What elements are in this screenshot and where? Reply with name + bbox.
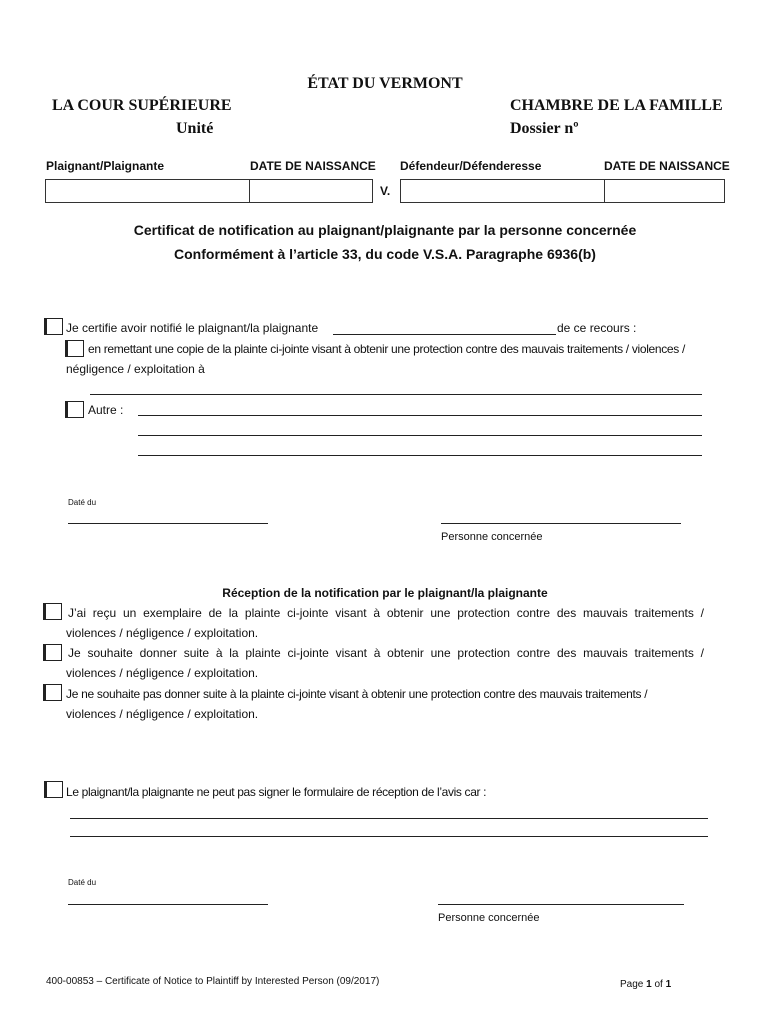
copy-address-line[interactable] bbox=[90, 394, 702, 395]
date-line-1[interactable] bbox=[68, 523, 268, 524]
other-option-checkbox[interactable] bbox=[67, 401, 84, 418]
court-name: LA COUR SUPÉRIEURE bbox=[52, 97, 232, 114]
defendant-label: Défendeur/Défenderesse bbox=[400, 159, 542, 173]
dob-field-plaintiff[interactable] bbox=[249, 179, 373, 203]
person-label-1: Personne concernée bbox=[441, 531, 543, 543]
dated-label-1: Daté du bbox=[68, 498, 97, 507]
dob-label-defendant: DATE DE NAISSANCE bbox=[604, 159, 730, 173]
proceed-text-1: Je souhaite donner suite à la plainte ci-jointe visant à obtenir une protection contre des mauvais traitements / bbox=[68, 646, 704, 660]
received-copy-text-1: J’ai reçu un exemplaire de la plainte ci-jointe visant à obtenir une protection contre des mauvais traitements / bbox=[68, 606, 704, 620]
cannot-sign-text: Le plaignant/la plaignante ne peut pas signer le formulaire de réception de l’avis car : bbox=[66, 785, 487, 799]
plaintiff-label: Plaignant/Plaignante bbox=[46, 159, 165, 173]
reception-heading: Réception de la notification par le plaignant/la plaignante bbox=[222, 586, 548, 600]
signature-line-1[interactable] bbox=[441, 523, 681, 524]
state-title: ÉTAT DU VERMONT bbox=[307, 75, 463, 92]
docket-label: Dossier nº bbox=[510, 120, 579, 137]
form-subtitle: Conformément à l’article 33, du code V.S.A. Paragraphe 6936(b) bbox=[174, 246, 596, 262]
form-id: 400-00853 – Certificate of Notice to Plaintiff by Interested Person (09/2017) bbox=[46, 976, 380, 987]
dob-label-plaintiff: DATE DE NAISSANCE bbox=[250, 159, 376, 173]
other-line-2[interactable] bbox=[138, 435, 702, 436]
other-line-3[interactable] bbox=[138, 455, 702, 456]
decline-text-2: violences / négligence / exploitation. bbox=[66, 707, 259, 721]
certify-checkbox[interactable] bbox=[46, 318, 63, 335]
reason-line-2[interactable] bbox=[70, 836, 708, 837]
copy-option-text-2: négligence / exploitation à bbox=[66, 362, 205, 376]
plaintiff-name-line[interactable] bbox=[333, 334, 556, 335]
proceed-text-2: violences / négligence / exploitation. bbox=[66, 666, 259, 680]
plaintiff-field[interactable] bbox=[45, 179, 250, 203]
certify-text-end: de ce recours : bbox=[557, 321, 637, 335]
page-indicator bbox=[620, 979, 671, 990]
dated-label-2: Daté du bbox=[68, 878, 97, 887]
form-title: Certificat de notification au plaignant/plaignante par la personne concernée bbox=[133, 222, 637, 238]
defendant-field[interactable] bbox=[400, 179, 605, 203]
unit-label: Unité bbox=[176, 120, 214, 137]
decline-text-1: Je ne souhaite pas donner suite à la plainte ci-jointe visant à obtenir une protection contre des mauvais traitements / bbox=[66, 687, 648, 701]
signature-line-2[interactable] bbox=[438, 904, 684, 905]
other-line-1[interactable] bbox=[138, 415, 702, 416]
division-name: CHAMBRE DE LA FAMILLE bbox=[510, 97, 723, 114]
received-copy-checkbox[interactable] bbox=[45, 603, 62, 620]
page-of: of bbox=[651, 979, 666, 990]
reason-line-1[interactable] bbox=[70, 818, 708, 819]
versus-label: V. bbox=[380, 184, 391, 198]
page-prefix: Page bbox=[620, 979, 647, 990]
proceed-checkbox[interactable] bbox=[45, 644, 62, 661]
decline-checkbox[interactable] bbox=[45, 684, 62, 701]
page-number: 1 bbox=[646, 979, 652, 990]
received-copy-text-2: violences / négligence / exploitation. bbox=[66, 626, 259, 640]
page-total: 1 bbox=[665, 979, 672, 990]
copy-option-checkbox[interactable] bbox=[67, 340, 84, 357]
copy-option-text-1: en remettant une copie de la plainte ci-jointe visant à obtenir une protection contre des mauvais traitements / violences / bbox=[88, 342, 685, 356]
cannot-sign-checkbox[interactable] bbox=[46, 781, 63, 798]
person-label-2: Personne concernée bbox=[438, 912, 540, 924]
other-option-label: Autre : bbox=[88, 403, 124, 417]
dob-field-defendant[interactable] bbox=[604, 179, 725, 203]
certify-text: Je certifie avoir notifié le plaignant/la plaignante bbox=[66, 321, 319, 335]
date-line-2[interactable] bbox=[68, 904, 268, 905]
